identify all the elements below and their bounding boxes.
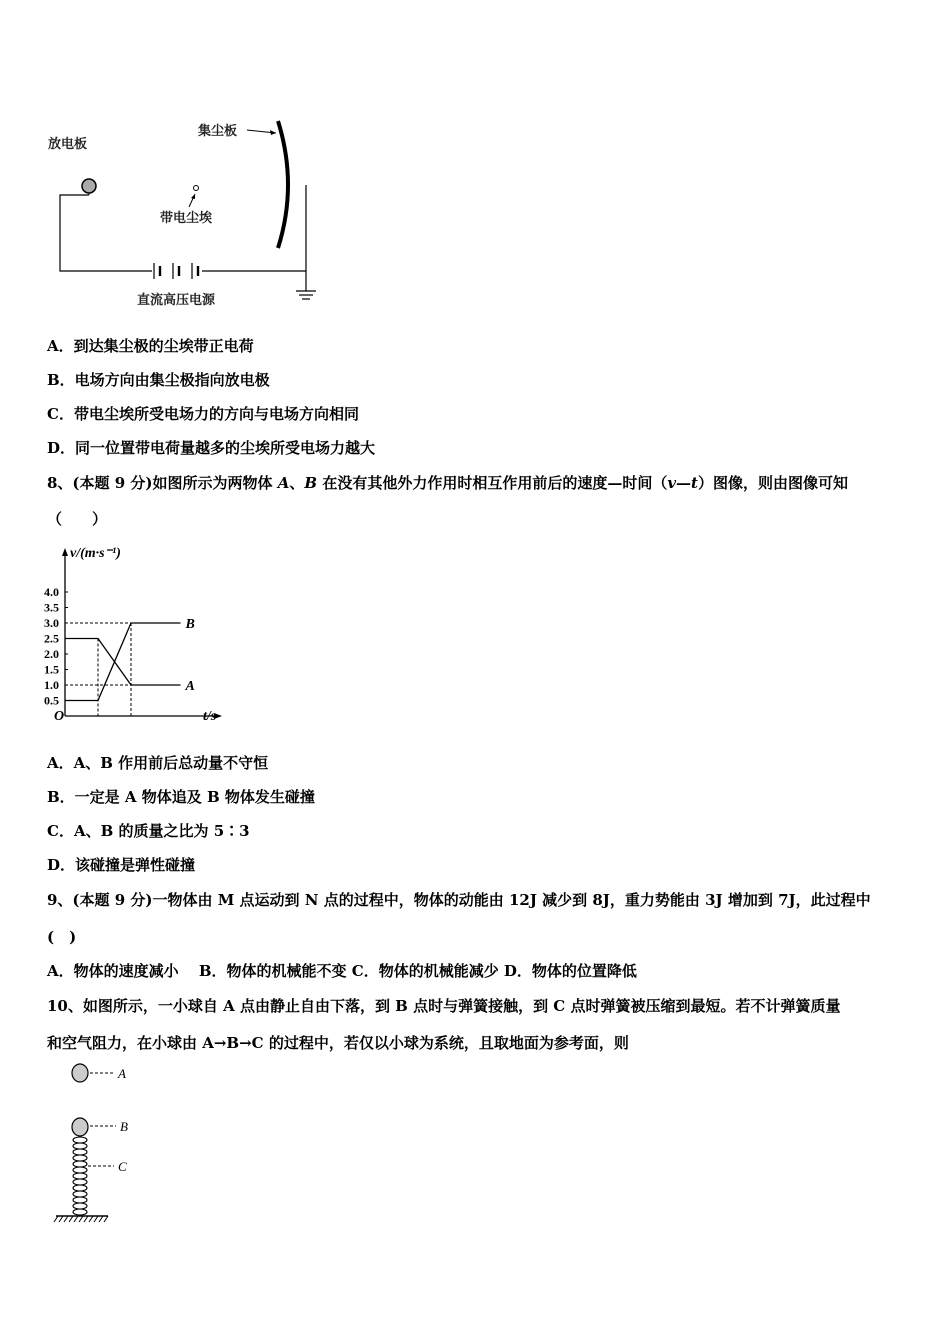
ball-at-b	[72, 1118, 88, 1136]
y-tick-label: 3.5	[44, 600, 59, 615]
y-tick-label: 1.5	[44, 662, 59, 677]
y-tick-label: 4.0	[44, 585, 59, 599]
q8-option-b: B．一定是 A 物体追及 B 物体发生碰撞	[47, 788, 315, 806]
precipitator-diagram	[40, 115, 340, 315]
q8-bracket: （ ）	[47, 510, 108, 528]
battery-symbol	[154, 263, 198, 279]
q7-option-b: B．电场方向由集尘极指向放电极	[47, 371, 270, 389]
q8-option-d: D．该碰撞是弹性碰撞	[47, 856, 196, 874]
y-tick-label: 2.5	[44, 631, 59, 646]
origin-label: O	[54, 709, 65, 724]
discharge-plate	[82, 179, 96, 193]
q7-option-d: D．同一位置带电荷量越多的尘埃所受电场力越大	[47, 439, 376, 457]
series-label-b: B	[185, 617, 195, 632]
spring	[73, 1137, 87, 1215]
label-b: B	[120, 1119, 128, 1134]
ground-hatch	[54, 1216, 108, 1222]
dust-particle	[194, 186, 199, 191]
y-tick-label: 1.0	[44, 678, 59, 692]
series-label-a: A	[185, 679, 195, 694]
collector-plate-label: 集尘板	[198, 124, 238, 139]
q8-option-a: A．A、B 作用前后总动量不守恒	[47, 754, 269, 772]
y-axis-label: v/(m·s⁻¹)	[70, 546, 121, 561]
label-c: C	[118, 1159, 127, 1174]
y-tick-label: 3.0	[44, 616, 59, 630]
q8-option-c: C．A、B 的质量之比为 5∶3	[47, 822, 250, 840]
series-line-a	[65, 639, 181, 686]
power-supply-label: 直流高压电源	[137, 293, 216, 308]
ball-at-a	[72, 1064, 88, 1082]
label-a: A	[118, 1066, 126, 1081]
q8-stem: 8、(本题 9 分)如图所示为两物体 A、B 在没有其他外力作用时相互作用前后的速度—时间（v—t）图像，则由图像可知	[47, 474, 848, 492]
q9-bracket: ( )	[47, 928, 77, 946]
ball-spring-diagram	[50, 1060, 150, 1230]
velocity-time-chart	[40, 540, 240, 730]
series-line-b	[65, 623, 181, 701]
dust-label: 带电尘埃	[160, 211, 213, 226]
x-axis-label: t/s	[203, 709, 217, 724]
ground-symbol	[296, 291, 316, 299]
q10-stem-line2: 和空气阻力，在小球由 A→B→C 的过程中，若仅以小球为系统，且取地面为参考面，则	[47, 1034, 629, 1052]
q7-option-a: A．到达集尘极的尘埃带正电荷	[47, 337, 254, 355]
q7-option-c: C．带电尘埃所受电场力的方向与电场方向相同	[47, 405, 359, 423]
q10-stem-line1: 10、如图所示，一小球自 A 点由静止自由下落，到 B 点时与弹簧接触，到 C 点时弹簧被压缩到最短。若不计弹簧质量	[47, 997, 841, 1015]
discharge-plate-label: 放电板	[48, 137, 88, 152]
y-tick-label: 0.5	[44, 693, 59, 708]
y-tick-label: 2.0	[44, 647, 59, 661]
q9-options: A．物体的速度减小 B．物体的机械能不变 C．物体的机械能减少 D．物体的位置降低	[47, 962, 637, 980]
q9-stem: 9、(本题 9 分)一物体由 M 点运动到 N 点的过程中，物体的动能由 12J 减少到 8J，重力势能由 3J 增加到 7J，此过程中	[47, 891, 871, 909]
y-axis-arrow	[62, 548, 68, 556]
